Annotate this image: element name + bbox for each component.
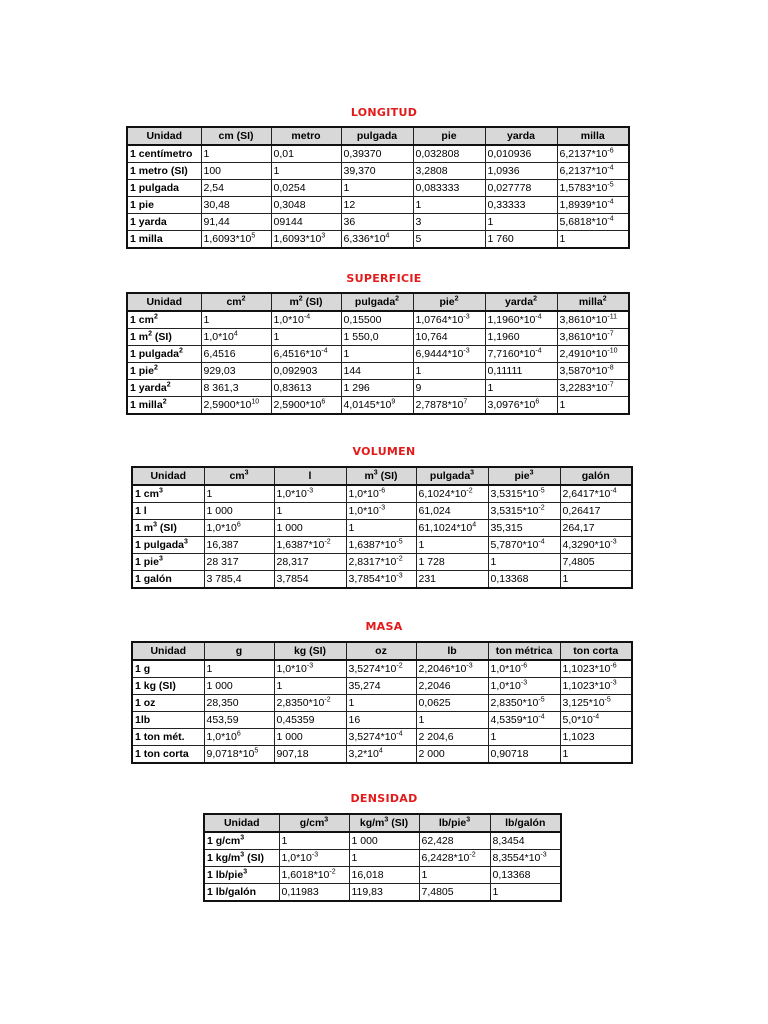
table-cell: $2,5900*10^{10}$ bbox=[201, 397, 271, 415]
table-cell: $1,6018*10^{-2}$ bbox=[279, 867, 349, 884]
column-header: $cm^3$ bbox=[204, 467, 274, 485]
table-cell: $3,2*10^4$ bbox=[346, 746, 416, 764]
column-header: Unidad bbox=[127, 293, 201, 311]
table-cell: 1 bbox=[274, 503, 346, 520]
table-cell: $1,0*10^{-3}$ bbox=[346, 503, 416, 520]
table-cell: 1 bbox=[346, 695, 416, 712]
table-cell: 8 361,3 bbox=[201, 380, 271, 397]
table-cell: 1 bbox=[201, 311, 271, 329]
row-label: 1 pulgada$^2$ bbox=[127, 346, 201, 363]
table-cell: $1,0*10^4$ bbox=[201, 329, 271, 346]
table-cell: 1 bbox=[560, 746, 632, 764]
table-cell: $1,5783*10^{-5}$ bbox=[557, 180, 629, 197]
table-cell: 1 bbox=[279, 832, 349, 850]
table-cell: 61,024 bbox=[416, 503, 488, 520]
table-densidad bbox=[203, 813, 562, 902]
column-header: yarda bbox=[485, 127, 557, 145]
table-cell: $7,7160*10^{-4}$ bbox=[485, 346, 557, 363]
table-cell: 0,11111 bbox=[485, 363, 557, 380]
table-cell: $3,5315*10^{-5}$ bbox=[488, 485, 560, 503]
row-label: 1 metro (SI) bbox=[127, 163, 201, 180]
column-header: ton métrica bbox=[488, 642, 560, 660]
row-label: 1 lb/galón bbox=[204, 884, 279, 902]
table-cell: 0,0254 bbox=[271, 180, 341, 197]
table-cell: 3 785,4 bbox=[204, 571, 274, 589]
row-label: 1 oz bbox=[132, 695, 204, 712]
table-cell: 35,274 bbox=[346, 678, 416, 695]
table-cell: $1,0*10^{-3}$ bbox=[274, 485, 346, 503]
column-header: Unidad bbox=[127, 127, 201, 145]
table-cell: 1 bbox=[271, 163, 341, 180]
column-header: $cm^2$ bbox=[201, 293, 271, 311]
table-cell: 1 bbox=[560, 571, 632, 589]
table-cell: 1 bbox=[204, 485, 274, 503]
table-cell: $61,1024*10^4$ bbox=[416, 520, 488, 537]
column-header: $kg/m^3$ (SI) bbox=[349, 814, 419, 832]
table-cell: 1 bbox=[488, 554, 560, 571]
table-cell: 0,092903 bbox=[271, 363, 341, 380]
table-row bbox=[127, 363, 629, 380]
header-row bbox=[127, 293, 629, 311]
row-label: 1 lb/pie$^3$ bbox=[204, 867, 279, 884]
table-cell: 1 bbox=[416, 537, 488, 554]
row-label: 1 pulgada bbox=[127, 180, 201, 197]
row-label: 1 $kg/m^3$ (SI) bbox=[204, 850, 279, 867]
table-cell: 0,15500 bbox=[341, 311, 413, 329]
table-row bbox=[204, 884, 561, 902]
table-cell: $1,0*10^{-3}$ bbox=[279, 850, 349, 867]
table-cell: 1 bbox=[557, 397, 629, 415]
table-row bbox=[132, 485, 632, 503]
header-row bbox=[132, 642, 632, 660]
table-masa bbox=[131, 641, 633, 764]
column-header: l bbox=[274, 467, 346, 485]
table-cell: 1,1960 bbox=[485, 329, 557, 346]
table-cell: $6,9444*10^{-3}$ bbox=[413, 346, 485, 363]
table-cell: 9 bbox=[413, 380, 485, 397]
table-cell: 119,83 bbox=[349, 884, 419, 902]
section-title: LONGITUD bbox=[350, 106, 418, 119]
table-row bbox=[132, 571, 632, 589]
table-cell: $3,0976*10^6$ bbox=[485, 397, 557, 415]
column-header: Unidad bbox=[204, 814, 279, 832]
table-cell: $3,5274*10^{-2}$ bbox=[346, 660, 416, 678]
table-cell: $5,7870*10^{-4}$ bbox=[488, 537, 560, 554]
table-cell: 453,59 bbox=[204, 712, 274, 729]
table-cell: 16 bbox=[346, 712, 416, 729]
table-cell: $2,4910*10^{-10}$ bbox=[557, 346, 629, 363]
table-row bbox=[132, 554, 632, 571]
table-cell: 1 bbox=[419, 867, 490, 884]
table-cell: 1 296 bbox=[341, 380, 413, 397]
column-header: lb/pie$^3$ bbox=[419, 814, 490, 832]
table-cell: 0,90718 bbox=[488, 746, 560, 764]
row-label: 1 ton mét. bbox=[132, 729, 204, 746]
table-row bbox=[132, 537, 632, 554]
table-row bbox=[132, 678, 632, 695]
table-cell: 12 bbox=[341, 197, 413, 214]
column-header: pie$^2$ bbox=[413, 293, 485, 311]
table-row bbox=[127, 346, 629, 363]
table-longitud bbox=[126, 126, 630, 249]
table-cell: 1 760 bbox=[485, 231, 557, 249]
table-cell: $6,2428*10^{-2}$ bbox=[419, 850, 490, 867]
table-cell: 1,0936 bbox=[485, 163, 557, 180]
row-label: 1 l bbox=[132, 503, 204, 520]
row-label: 1 centímetro bbox=[127, 145, 201, 163]
section-title-densidad: DENSIDAD bbox=[350, 792, 418, 805]
header-row bbox=[132, 467, 632, 485]
table-cell: 1 bbox=[349, 850, 419, 867]
row-label: 1 yarda$^2$ bbox=[127, 380, 201, 397]
table-row bbox=[132, 746, 632, 764]
table-cell: 264,17 bbox=[560, 520, 632, 537]
table-cell: 1 bbox=[346, 520, 416, 537]
row-label: 1 pie$^3$ bbox=[132, 554, 204, 571]
table-cell: 0,26417 bbox=[560, 503, 632, 520]
table-cell: $1,0*10^{-3}$ bbox=[274, 660, 346, 678]
row-label: 1 galón bbox=[132, 571, 204, 589]
column-header: pulgada$^3$ bbox=[416, 467, 488, 485]
table-cell: 1 bbox=[490, 884, 561, 902]
table-row bbox=[127, 329, 629, 346]
row-label: 1 $cm^3$ bbox=[132, 485, 204, 503]
table-cell: 100 bbox=[201, 163, 271, 180]
table-cell: 1 bbox=[485, 380, 557, 397]
table-cell: 1 bbox=[485, 214, 557, 231]
column-header: pulgada$^2$ bbox=[341, 293, 413, 311]
table-cell: 1 000 bbox=[349, 832, 419, 850]
column-header: pie$^3$ bbox=[488, 467, 560, 485]
table-cell: 30,48 bbox=[201, 197, 271, 214]
table-cell: $1,0764*10^{-3}$ bbox=[413, 311, 485, 329]
table-cell: 1 bbox=[341, 346, 413, 363]
table-cell: $2,8350*10^{-5}$ bbox=[488, 695, 560, 712]
table-cell: 0,11983 bbox=[279, 884, 349, 902]
table-cell: $3,2283*10^{-7}$ bbox=[557, 380, 629, 397]
table-cell: 1 000 bbox=[274, 520, 346, 537]
table-cell: 91,44 bbox=[201, 214, 271, 231]
column-header: yarda$^2$ bbox=[485, 293, 557, 311]
table-cell: 2,2046 bbox=[416, 678, 488, 695]
table-cell: $5,6818*10^{-4}$ bbox=[557, 214, 629, 231]
table-cell: 1 bbox=[201, 145, 271, 163]
table-row bbox=[132, 729, 632, 746]
row-label: 1 ton corta bbox=[132, 746, 204, 764]
table-cell: 2 000 bbox=[416, 746, 488, 764]
header-row bbox=[127, 127, 629, 145]
table-cell: $3,7854*10^{-3}$ bbox=[346, 571, 416, 589]
table-superficie bbox=[126, 292, 630, 415]
column-header: kg (SI) bbox=[274, 642, 346, 660]
table-cell: $6,336*10^4$ bbox=[341, 231, 413, 249]
row-label: 1 pulgada$^3$ bbox=[132, 537, 204, 554]
table-row bbox=[127, 380, 629, 397]
table-cell: $1,0*10^{-3}$ bbox=[488, 678, 560, 695]
table-cell: $4,0145*10^9$ bbox=[341, 397, 413, 415]
table-cell: 1 bbox=[416, 712, 488, 729]
column-header: $m^3$ (SI) bbox=[346, 467, 416, 485]
table-row bbox=[132, 520, 632, 537]
table-cell: $2,5900*10^6$ bbox=[271, 397, 341, 415]
table-cell: $1,0*10^6$ bbox=[204, 520, 274, 537]
table-cell: 0,010936 bbox=[485, 145, 557, 163]
table-cell: 10,764 bbox=[413, 329, 485, 346]
table-cell: $1,1023*10^{-3}$ bbox=[560, 678, 632, 695]
table-cell: 0,13368 bbox=[488, 571, 560, 589]
table-cell: $2,8350*10^{-2}$ bbox=[274, 695, 346, 712]
table-cell: $1,6387*10^{-5}$ bbox=[346, 537, 416, 554]
table-cell: $3,8610*10^{-7}$ bbox=[557, 329, 629, 346]
table-cell: 0,027778 bbox=[485, 180, 557, 197]
table-row bbox=[127, 397, 629, 415]
table-row bbox=[127, 145, 629, 163]
table-cell: 1 bbox=[413, 197, 485, 214]
table-cell: $1,0*10^{-4}$ bbox=[271, 311, 341, 329]
table-cell: $4,5359*10^{-4}$ bbox=[488, 712, 560, 729]
table-row bbox=[132, 712, 632, 729]
table-cell: 7,4805 bbox=[419, 884, 490, 902]
column-header: pie bbox=[413, 127, 485, 145]
table-row bbox=[132, 503, 632, 520]
table-cell: 0,01 bbox=[271, 145, 341, 163]
column-header: galón bbox=[560, 467, 632, 485]
row-label: 1 kg (SI) bbox=[132, 678, 204, 695]
table-cell: $4,3290*10^{-3}$ bbox=[560, 537, 632, 554]
table-cell: 28,350 bbox=[204, 695, 274, 712]
table-cell: 1,1023 bbox=[560, 729, 632, 746]
row-label: 1 yarda bbox=[127, 214, 201, 231]
table-cell: $2,8317*10^{-2}$ bbox=[346, 554, 416, 571]
table-cell: 0,0625 bbox=[416, 695, 488, 712]
table-cell: $6,2137*10^{-4}$ bbox=[557, 163, 629, 180]
table-cell: $1,0*10^6$ bbox=[204, 729, 274, 746]
table-cell: 0,33333 bbox=[485, 197, 557, 214]
table-cell: $1,8939*10^{-4}$ bbox=[557, 197, 629, 214]
column-header: g bbox=[204, 642, 274, 660]
table-cell: $1,1023*10^{-6}$ bbox=[560, 660, 632, 678]
table-cell: 35,315 bbox=[488, 520, 560, 537]
table-cell: 1 000 bbox=[204, 503, 274, 520]
table-cell: $1,6093*10^5$ bbox=[201, 231, 271, 249]
row-label: 1 $m^3$ (SI) bbox=[132, 520, 204, 537]
table-cell: $1,0*10^{-6}$ bbox=[346, 485, 416, 503]
row-label: 1 $m^2$ (SI) bbox=[127, 329, 201, 346]
column-header: milla$^2$ bbox=[557, 293, 629, 311]
table-cell: 7,4805 bbox=[560, 554, 632, 571]
column-header: lb/galón bbox=[490, 814, 561, 832]
table-cell: $3,5274*10^{-4}$ bbox=[346, 729, 416, 746]
table-volumen bbox=[131, 466, 633, 589]
row-label: 1 g bbox=[132, 660, 204, 678]
table-cell: 0,83613 bbox=[271, 380, 341, 397]
section-title-masa: MASA bbox=[365, 620, 403, 633]
table-cell: 3 bbox=[413, 214, 485, 231]
table-row bbox=[127, 311, 629, 329]
row-label: 1lb bbox=[132, 712, 204, 729]
row-label: 1 $cm^2$ bbox=[127, 311, 201, 329]
table-cell: $6,2137*10^{-6}$ bbox=[557, 145, 629, 163]
row-label: 1 milla$^2$ bbox=[127, 397, 201, 415]
section-title-superficie: SUPERFICIE bbox=[346, 272, 422, 285]
table-row bbox=[127, 197, 629, 214]
column-header: $g/cm^3$ bbox=[279, 814, 349, 832]
table-row bbox=[204, 832, 561, 850]
table-cell: $3,5870*10^{-8}$ bbox=[557, 363, 629, 380]
row-label: 1 pie$^2$ bbox=[127, 363, 201, 380]
table-row bbox=[127, 231, 629, 249]
table-cell: 5 bbox=[413, 231, 485, 249]
table-cell: $1,0*10^{-6}$ bbox=[488, 660, 560, 678]
table-cell: 1 bbox=[271, 329, 341, 346]
table-cell: $1,6093*10^3$ bbox=[271, 231, 341, 249]
table-cell: 1 550,0 bbox=[341, 329, 413, 346]
table-cell: 929,03 bbox=[201, 363, 271, 380]
table-cell: 907,18 bbox=[274, 746, 346, 764]
table-row bbox=[127, 180, 629, 197]
table-row bbox=[204, 867, 561, 884]
table-cell: 231 bbox=[416, 571, 488, 589]
column-header: lb bbox=[416, 642, 488, 660]
column-header: ton corta bbox=[560, 642, 632, 660]
table-row bbox=[204, 850, 561, 867]
column-header: Unidad bbox=[132, 642, 204, 660]
table-cell: 144 bbox=[341, 363, 413, 380]
table-cell: $6,4516*10^{-4}$ bbox=[271, 346, 341, 363]
table-cell: $2,2046*10^{-3}$ bbox=[416, 660, 488, 678]
table-cell: 2,54 bbox=[201, 180, 271, 197]
table-cell: $8,3554*10^{-3}$ bbox=[490, 850, 561, 867]
table-cell: $3,125*10^{-5}$ bbox=[560, 695, 632, 712]
column-header: $m^2$ (SI) bbox=[271, 293, 341, 311]
table-cell: $2,6417*10^{-4}$ bbox=[560, 485, 632, 503]
table-cell: 3,7854 bbox=[274, 571, 346, 589]
column-header: pulgada bbox=[341, 127, 413, 145]
table-cell: 0,083333 bbox=[413, 180, 485, 197]
row-label: 1 milla bbox=[127, 231, 201, 249]
table-cell: $2,7878*10^7$ bbox=[413, 397, 485, 415]
table-cell: 28,317 bbox=[274, 554, 346, 571]
table-cell: 8,3454 bbox=[490, 832, 561, 850]
row-label: 1 $g/cm^3$ bbox=[204, 832, 279, 850]
table-cell: 39,370 bbox=[341, 163, 413, 180]
table-cell: 36 bbox=[341, 214, 413, 231]
table-cell: 0,032808 bbox=[413, 145, 485, 163]
table-cell: 1 bbox=[413, 363, 485, 380]
table-cell: 16,387 bbox=[204, 537, 274, 554]
table-row bbox=[127, 163, 629, 180]
table-cell: 1 bbox=[204, 660, 274, 678]
table-cell: 6,4516 bbox=[201, 346, 271, 363]
table-cell: $3,8610*10^{-11}$ bbox=[557, 311, 629, 329]
table-cell: 0,3048 bbox=[271, 197, 341, 214]
table-cell: 2 204,6 bbox=[416, 729, 488, 746]
table-cell: 1 bbox=[557, 231, 629, 249]
column-header: cm (SI) bbox=[201, 127, 271, 145]
table-row bbox=[132, 695, 632, 712]
table-cell: 0,45359 bbox=[274, 712, 346, 729]
table-cell: $1,6387*10^{-2}$ bbox=[274, 537, 346, 554]
table-cell: 16,018 bbox=[349, 867, 419, 884]
header-row bbox=[204, 814, 561, 832]
table-cell: 1 000 bbox=[274, 729, 346, 746]
table-cell: 09144 bbox=[271, 214, 341, 231]
table-cell: 3,2808 bbox=[413, 163, 485, 180]
table-cell: $9,0718*10^5$ bbox=[204, 746, 274, 764]
table-cell: $1,1960*10^{-4}$ bbox=[485, 311, 557, 329]
table-cell: $3,5315*10^{-2}$ bbox=[488, 503, 560, 520]
table-cell: 0,13368 bbox=[490, 867, 561, 884]
column-header: metro bbox=[271, 127, 341, 145]
table-row bbox=[132, 660, 632, 678]
column-header: milla bbox=[557, 127, 629, 145]
column-header: oz bbox=[346, 642, 416, 660]
section-title-volumen: VOLUMEN bbox=[352, 445, 416, 458]
table-cell: 0,39370 bbox=[341, 145, 413, 163]
table-cell: 28 317 bbox=[204, 554, 274, 571]
table-cell: $6,1024*10^{-2}$ bbox=[416, 485, 488, 503]
column-header: Unidad bbox=[132, 467, 204, 485]
table-cell: 1 bbox=[274, 678, 346, 695]
table-cell: 1 bbox=[488, 729, 560, 746]
table-row bbox=[127, 214, 629, 231]
table-cell: 1 728 bbox=[416, 554, 488, 571]
row-label: 1 pie bbox=[127, 197, 201, 214]
table-cell: 1 000 bbox=[204, 678, 274, 695]
table-cell: 1 bbox=[341, 180, 413, 197]
table-cell: $5,0*10^{-4}$ bbox=[560, 712, 632, 729]
table-cell: 62,428 bbox=[419, 832, 490, 850]
